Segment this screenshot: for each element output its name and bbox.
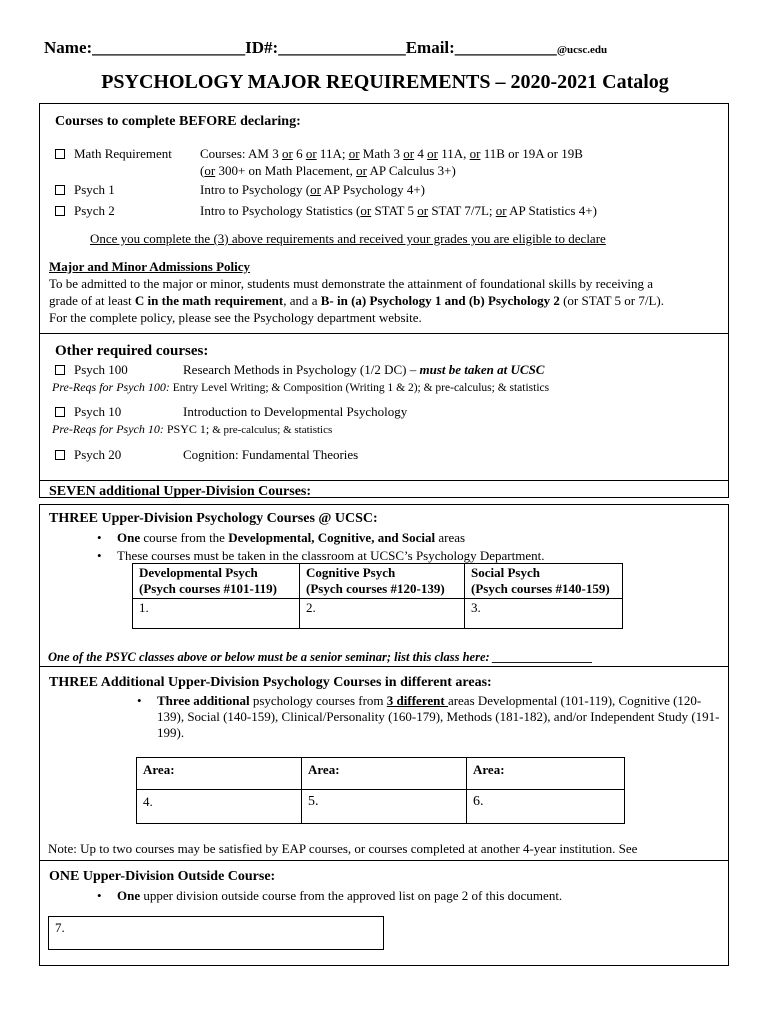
course-text: 6: [292, 146, 306, 161]
psych20-label: Psych 20: [74, 447, 122, 462]
math-requirement-row[interactable]: [55, 146, 172, 162]
or-connector: or: [281, 146, 293, 161]
bullet-areas: Developmental, Cognitive, and Social: [228, 530, 436, 545]
policy-psych-grade: B- in (a) Psychology 1 and (b) Psychology 2: [320, 293, 560, 308]
bullet-one-course: [117, 530, 465, 546]
area-name: Cognitive Psych: [306, 565, 396, 580]
psych100-row[interactable]: [55, 362, 128, 378]
course-text: AP Psychology 4+): [320, 182, 425, 197]
area-name: Social Psych: [471, 565, 540, 580]
psych100-prereqs: [52, 379, 549, 396]
bullet-classroom: • These courses must be taken in the classroom at UCSC’s Psychology Department.: [117, 548, 544, 564]
bullet-line: [157, 693, 727, 709]
psych2-checkbox[interactable]: [55, 206, 65, 216]
area-header-cognitive: [300, 564, 465, 599]
psych20-checkbox[interactable]: [55, 450, 65, 460]
psych100-description: [183, 362, 544, 378]
before-declaring-section: [39, 103, 729, 334]
psych1-row[interactable]: [55, 182, 115, 198]
prereq-text: PSYC 1;: [163, 422, 213, 436]
course-slot-1[interactable]: 1.: [133, 599, 300, 629]
course-slot-2[interactable]: 2.: [300, 599, 465, 629]
seven-upper-division-heading: SEVEN additional Upper-Division Courses:: [49, 484, 312, 498]
ucsc-area-table: [132, 563, 623, 629]
course-text: STAT 7/7L;: [428, 203, 496, 218]
course-text: AP Calculus 3+): [366, 163, 456, 178]
course-slot-7-label: 7.: [55, 920, 65, 935]
psych2-label: Psych 2: [74, 203, 115, 218]
different-area-table: [136, 757, 625, 824]
bullet-emphasis: 3 different: [386, 693, 448, 708]
bullet-text: areas Developmental (101-119), Cognitive (120-: [447, 693, 702, 708]
course-text: Courses: AM 3: [200, 146, 282, 161]
eap-note: Note: Up to two courses may be satisfied by EAP courses, or courses completed at another 4-year institution. See: [48, 841, 638, 856]
outside-course-bullet: [117, 888, 562, 904]
bullet-text: One: [117, 888, 141, 903]
or-connector: or: [417, 203, 429, 218]
policy-line-1: To be admitted to the major or minor, students must demonstrate the attainment of foundational skills by receiving a: [49, 276, 654, 291]
or-connector: or: [305, 146, 317, 161]
page-title: PSYCHOLOGY MAJOR REQUIREMENTS – 2020-2021 Catalog: [101, 71, 669, 93]
psych100-label: Psych 100: [74, 362, 128, 377]
or-connector: or: [356, 163, 367, 178]
psych10-prereqs: [52, 421, 332, 438]
course-text: AP Statistics 4+): [506, 203, 597, 218]
course-text: Intro to Psychology Statistics (: [200, 203, 361, 218]
outside-course-section: [39, 860, 729, 966]
course-text: STAT 5: [371, 203, 418, 218]
bullet-line-2: 139), Social (140-159), Clinical/Personality (160-179), Methods (181-182), and/or Independent Study (191-: [157, 709, 720, 724]
psych10-description: Introduction to Developmental Psychology: [183, 404, 408, 419]
psych10-row[interactable]: [55, 404, 121, 420]
area-name: Developmental Psych: [139, 565, 258, 580]
bullet-text: course from the: [140, 530, 229, 545]
or-connector: or: [469, 146, 481, 161]
bullet-text: upper division outside course from the approved list on page 2 of this document.: [140, 888, 563, 903]
course-text: 11B or 19A or 19B: [480, 146, 583, 161]
course-slot-4[interactable]: 4.: [137, 790, 302, 824]
area-range: (Psych courses #140-159): [471, 581, 610, 596]
three-different-heading: THREE Additional Upper-Division Psychology Courses in different areas:: [49, 675, 492, 690]
course-text: 300+ on Math Placement,: [215, 163, 357, 178]
psych2-description: [200, 203, 597, 219]
area-header-social: [465, 564, 623, 599]
bullet-line-3: 199).: [157, 725, 185, 740]
before-declaring-heading: Courses to complete BEFORE declaring:: [55, 114, 301, 129]
area-label-4[interactable]: Area:: [137, 758, 302, 790]
psych10-checkbox[interactable]: [55, 407, 65, 417]
psych2-row[interactable]: [55, 203, 115, 219]
math-label: Math Requirement: [74, 146, 172, 161]
seven-upper-division-heading-box: [39, 480, 729, 498]
area-range: (Psych courses #120-139): [306, 581, 445, 596]
three-different-bullet: [157, 693, 727, 741]
email-domain: @ucsc.edu: [556, 44, 608, 56]
policy-text: , and a: [283, 293, 321, 308]
math-description-line2: [200, 163, 456, 179]
policy-math-grade: C in the math requirement: [134, 293, 284, 308]
course-text: 11A;: [316, 146, 349, 161]
course-slot-5[interactable]: 5.: [302, 790, 467, 824]
psych1-label: Psych 1: [74, 182, 115, 197]
math-description: [200, 146, 583, 162]
prereq-text: Entry Level Writing; & Composition (Writing 1 & 2); & pre-calculus; & statistics: [169, 382, 550, 394]
or-connector: or: [427, 146, 438, 161]
policy-text: (or STAT 5 or 7/L).: [559, 293, 664, 308]
or-connector: or: [204, 163, 216, 178]
prereq-label: Pre-Reqs for Psych 100:: [52, 380, 170, 394]
psych1-checkbox[interactable]: [55, 185, 65, 195]
three-ucsc-section: [39, 504, 729, 667]
course-slot-3[interactable]: 3.: [465, 599, 623, 629]
area-range: (Psych courses #101-119): [139, 581, 277, 596]
psych20-description: Cognition: Fundamental Theories: [183, 447, 359, 462]
three-ucsc-heading: THREE Upper-Division Psychology Courses @ UCSC:: [49, 511, 378, 526]
or-connector: or: [310, 182, 321, 197]
bullet-text: Three additional: [157, 693, 250, 708]
policy-line-3: For the complete policy, please see the Psychology department website.: [49, 310, 422, 325]
area-label-6[interactable]: Area:: [467, 758, 625, 790]
name-id-email-fields[interactable]: Name:__________________ID#:_______________Email:____________: [44, 38, 557, 57]
bullet-text: psychology courses from: [249, 693, 387, 708]
area-label-5[interactable]: Area:: [302, 758, 467, 790]
admissions-policy-heading: Major and Minor Admissions Policy: [49, 259, 251, 274]
or-connector: or: [360, 203, 372, 218]
bullet-text: areas: [435, 530, 466, 545]
psych1-description: [200, 182, 425, 198]
course-text: Math 3: [359, 146, 404, 161]
outside-course-heading: ONE Upper-Division Outside Course:: [49, 869, 276, 884]
psych100-title: Research Methods in Psychology (1/2 DC) –: [183, 362, 420, 377]
course-slot-6[interactable]: 6.: [467, 790, 625, 824]
course-slot-7[interactable]: [48, 916, 384, 950]
psych100-ucsc-note: must be taken at UCSC: [419, 362, 545, 377]
area-header-developmental: [133, 564, 300, 599]
psych100-checkbox[interactable]: [55, 365, 65, 375]
math-checkbox[interactable]: [55, 149, 65, 159]
eligibility-notice: Once you complete the (3) above requirements and received your grades you are eligible to declare: [90, 231, 606, 246]
senior-seminar-note[interactable]: One of the PSYC classes above or below must be a senior seminar; list this class here: ________________: [48, 650, 593, 664]
three-different-areas-section: [39, 666, 729, 861]
prereq-text: & pre-calculus; & statistics: [212, 424, 333, 436]
other-required-heading: Other required courses:: [55, 343, 209, 359]
or-connector: or: [348, 146, 360, 161]
psych20-row[interactable]: [55, 447, 121, 463]
course-text: 11A,: [437, 146, 470, 161]
prereq-label: Pre-Reqs for Psych 10:: [52, 422, 164, 436]
other-required-section: [39, 333, 729, 481]
or-connector: or: [495, 203, 507, 218]
course-text: (: [200, 163, 205, 178]
or-connector: or: [403, 146, 415, 161]
bullet-text: One: [117, 530, 141, 545]
psych10-label: Psych 10: [74, 404, 122, 419]
policy-text: grade of at least: [49, 293, 135, 308]
student-info-line[interactable]: [44, 38, 607, 58]
course-text: 4: [414, 146, 428, 161]
course-text: Intro to Psychology (: [200, 182, 311, 197]
policy-line-2: [49, 293, 664, 309]
